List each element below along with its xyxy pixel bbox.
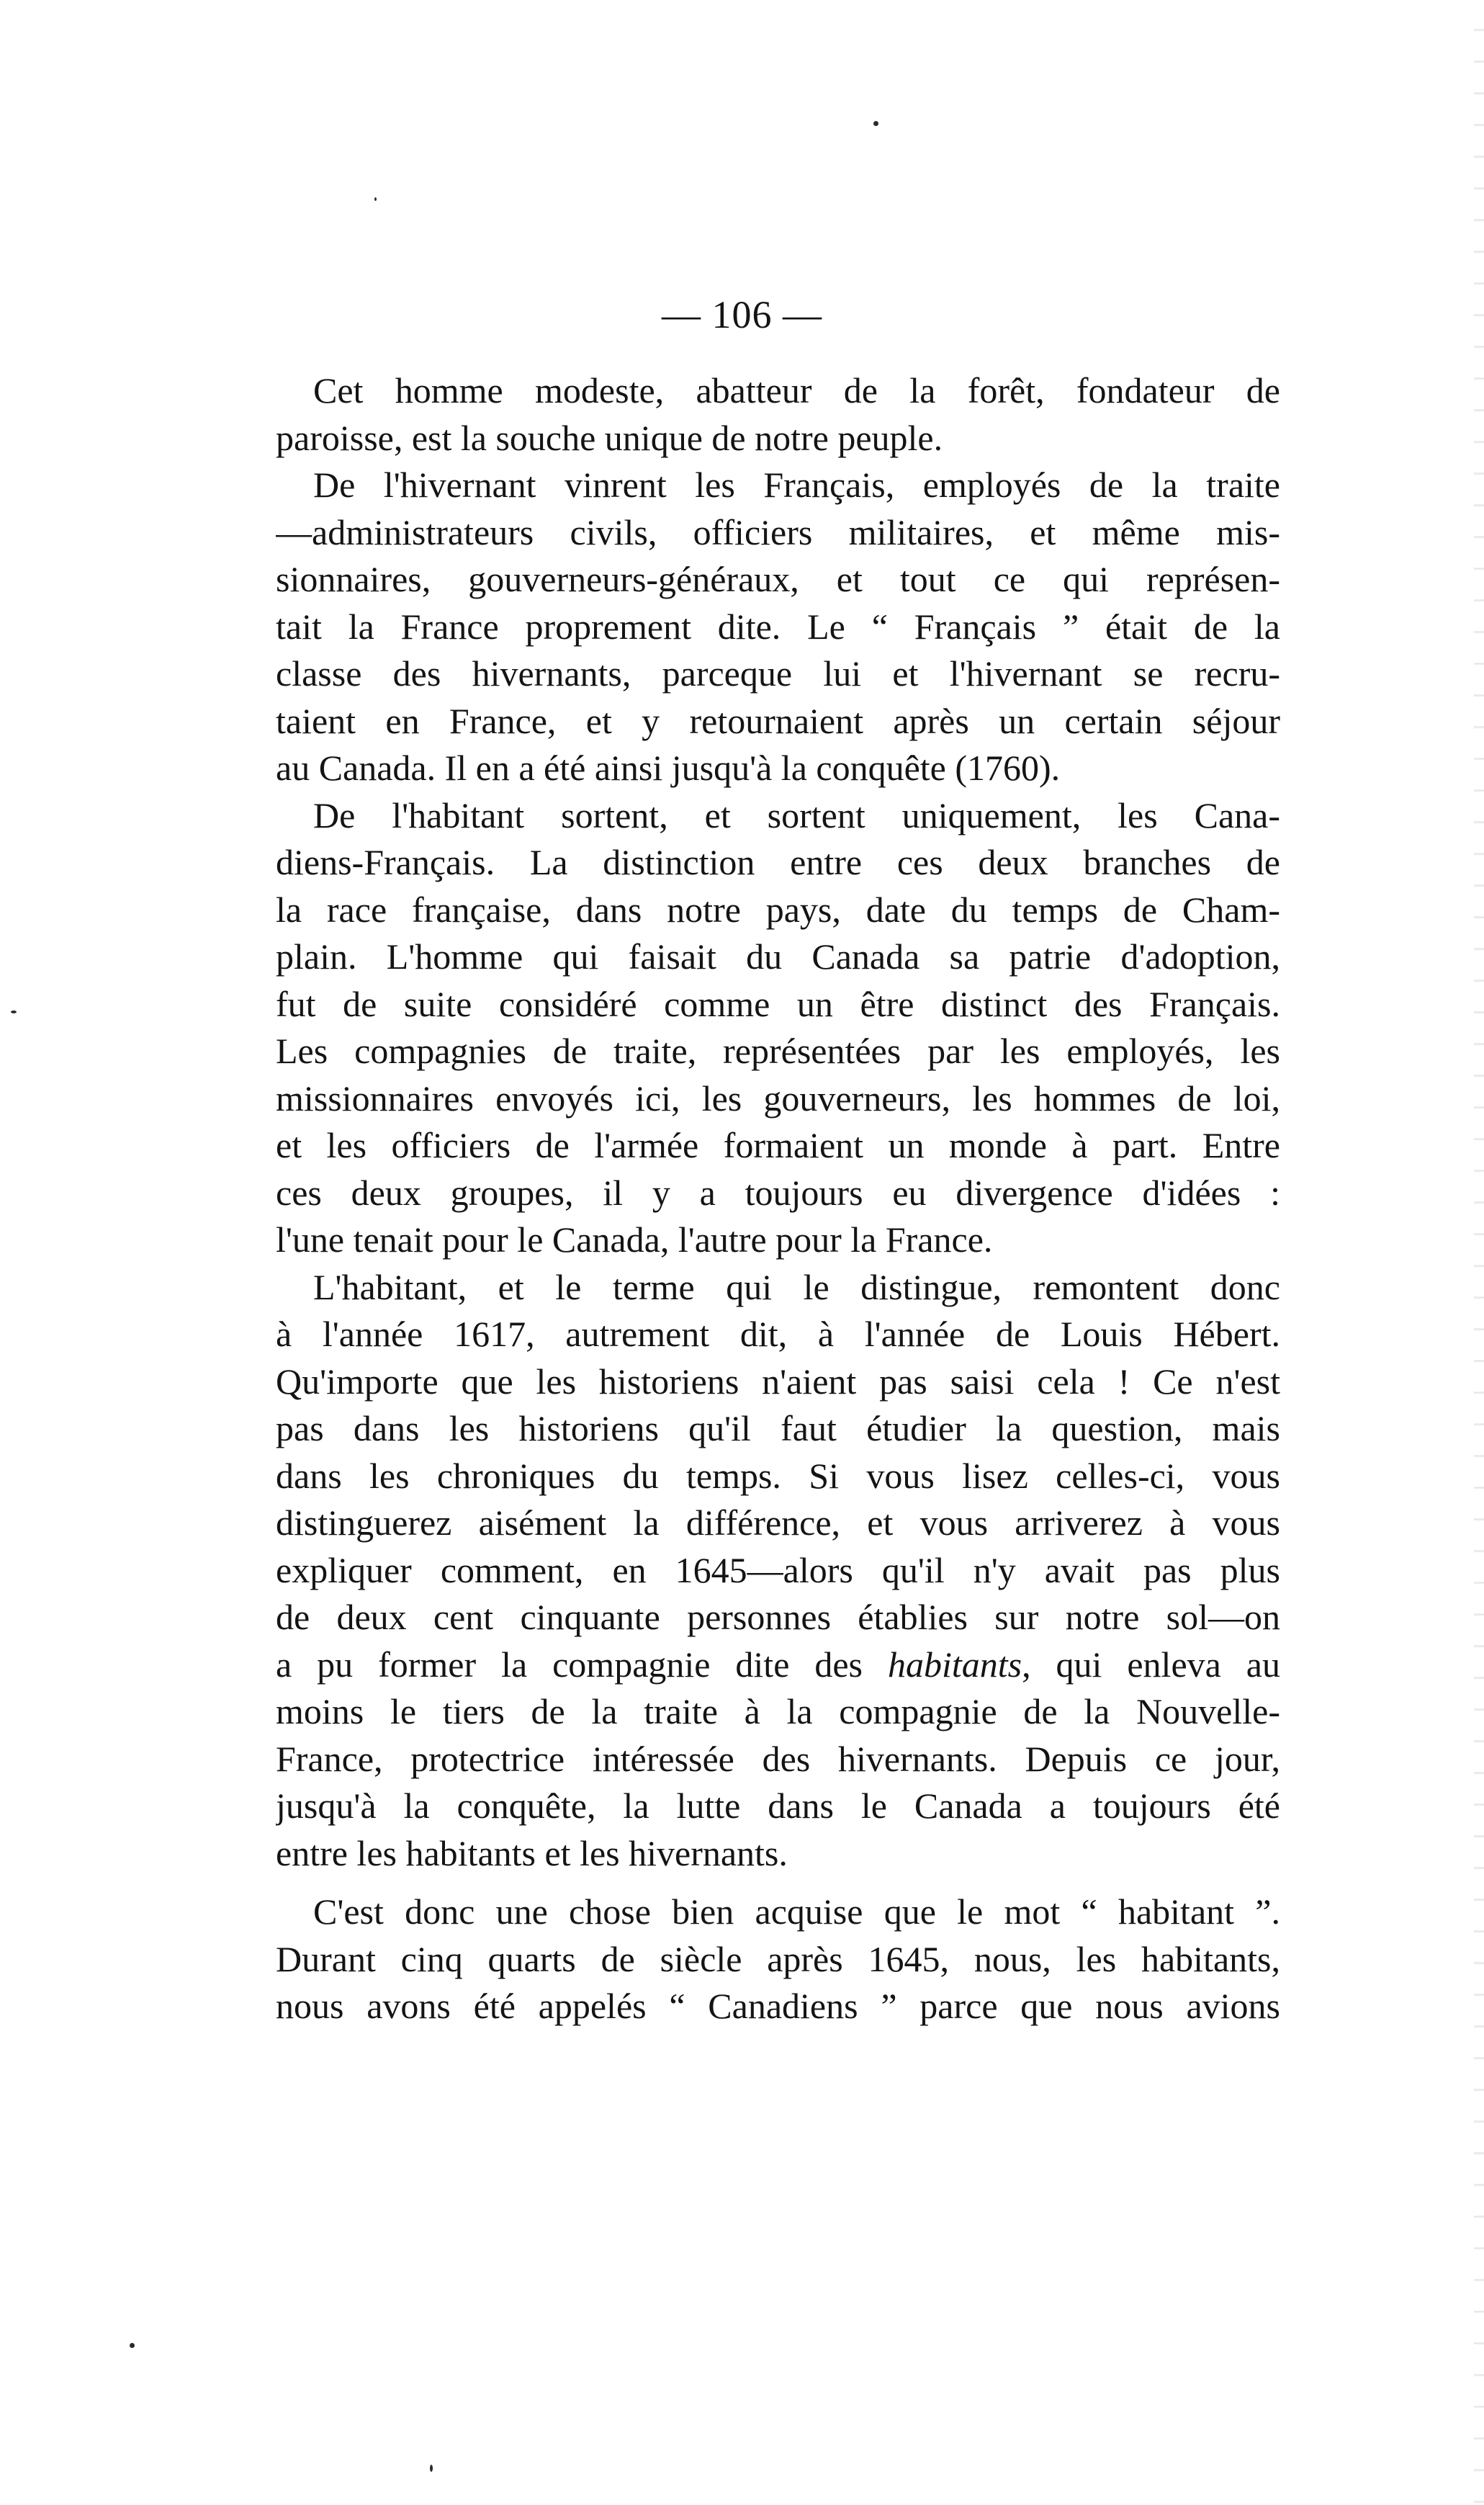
text-line: Qu'importe que les historiens n'aient pas saisi cela ! Ce n'est [276,1361,1280,1402]
paragraph-3 [276,792,1280,1264]
text-line: paroisse, est la souche unique de notre peuple. [276,417,943,458]
text-line: Les compagnies de traite, représentées par les employés, les [276,1031,1280,1071]
text-line: Durant cinq quarts de siècle après 1645, nous, les habitants, [276,1938,1280,1979]
scan-speck [11,1010,17,1013]
text-line: distinguerez aisément la différence, et vous arriverez à vous [276,1502,1280,1543]
text-line: Cet homme modeste, abatteur de la forêt, fondateur de [313,370,1280,411]
text-line: De l'habitant sortent, et sortent uniquement, les Cana- [313,794,1280,835]
text-line: jusqu'à la conquête, la lutte dans le Canada a toujours été [276,1785,1280,1826]
text-line: fut de suite considéré comme un être distinct des Français. [276,983,1280,1024]
text-line: plain. L'homme qui faisait du Canada sa patrie d'adoption, [276,936,1280,977]
text-line: classe des hivernants, parceque lui et l'hivernant se recru- [276,653,1280,694]
text-line: au Canada. Il en a été ainsi jusqu'à la conquête (1760). [276,748,1061,788]
text-line: de deux cent cinquante personnes établies sur notre sol—on [276,1597,1280,1637]
text-line: et les officiers de l'armée formaient un monde à part. Entre [276,1125,1280,1165]
paragraph-4 [276,1264,1280,1878]
text-line: expliquer comment, en 1645—alors qu'il n'y avait pas plus [276,1549,1280,1590]
paragraph-gap [276,1877,1280,1888]
text-line: entre les habitants et les hivernants. [276,1832,788,1873]
paragraph-1 [276,367,1280,462]
italic-word: habitants [887,1644,1022,1685]
text-line: ces deux groupes, il y a toujours eu divergence d'idées : [276,1172,1280,1213]
text-line: France, protectrice intéressée des hivernants. Depuis ce jour, [276,1738,1280,1779]
text-line: la race française, dans notre pays, date du temps de Cham- [276,889,1280,930]
paragraph-2 [276,462,1280,792]
text-line: C'est donc une chose bien acquise que le mot “ habitant ”. [313,1891,1280,1932]
text-line-italic [276,1641,1280,1689]
text-line: moins le tiers de la traite à la compagnie de la Nouvelle- [276,1691,1280,1731]
text-line: De l'hivernant vinrent les Français, employés de la traite [313,465,1280,505]
text-line: L'habitant, et le terme qui le distingue, remontent donc [313,1266,1280,1307]
scan-speck [873,121,878,126]
text-line: l'une tenait pour le Canada, l'autre pour la France. [276,1219,993,1260]
page-number: — 106 — [662,293,822,336]
text-line: à l'année 1617, autrement dit, à l'année de Louis Hébert. [276,1314,1280,1354]
body-text [276,367,1280,2030]
text-line: taient en France, et y retournaient après un certain séjour [276,700,1280,741]
text-line: —administrateurs civils, officiers militaires, et même mis- [276,511,1280,552]
scan-speck [130,2343,135,2348]
paragraph-5 [276,1888,1280,2030]
text-line: diens-Français. La distinction entre ces deux branches de [276,842,1280,882]
scan-speck [374,197,377,201]
text-line: dans les chroniques du temps. Si vous lisez celles-ci, vous [276,1455,1280,1496]
text-line: nous avons été appelés “ Canadiens ” parce que nous avions [276,1986,1280,2026]
scan-speck [430,2465,433,2472]
text-line: pas dans les historiens qu'il faut étudier la question, mais [276,1408,1280,1448]
text-line: tait la France proprement dite. Le “ Français ” était de la [276,606,1280,647]
text-line: missionnaires envoyés ici, les gouverneurs, les hommes de loi, [276,1077,1280,1119]
scan-edge [1474,0,1484,2505]
text-line: sionnaires, gouverneurs-généraux, et tout ce qui représen- [276,559,1280,599]
text-run: a pu former la compagnie dite des habitants, qui enleva au [276,1644,1280,1685]
